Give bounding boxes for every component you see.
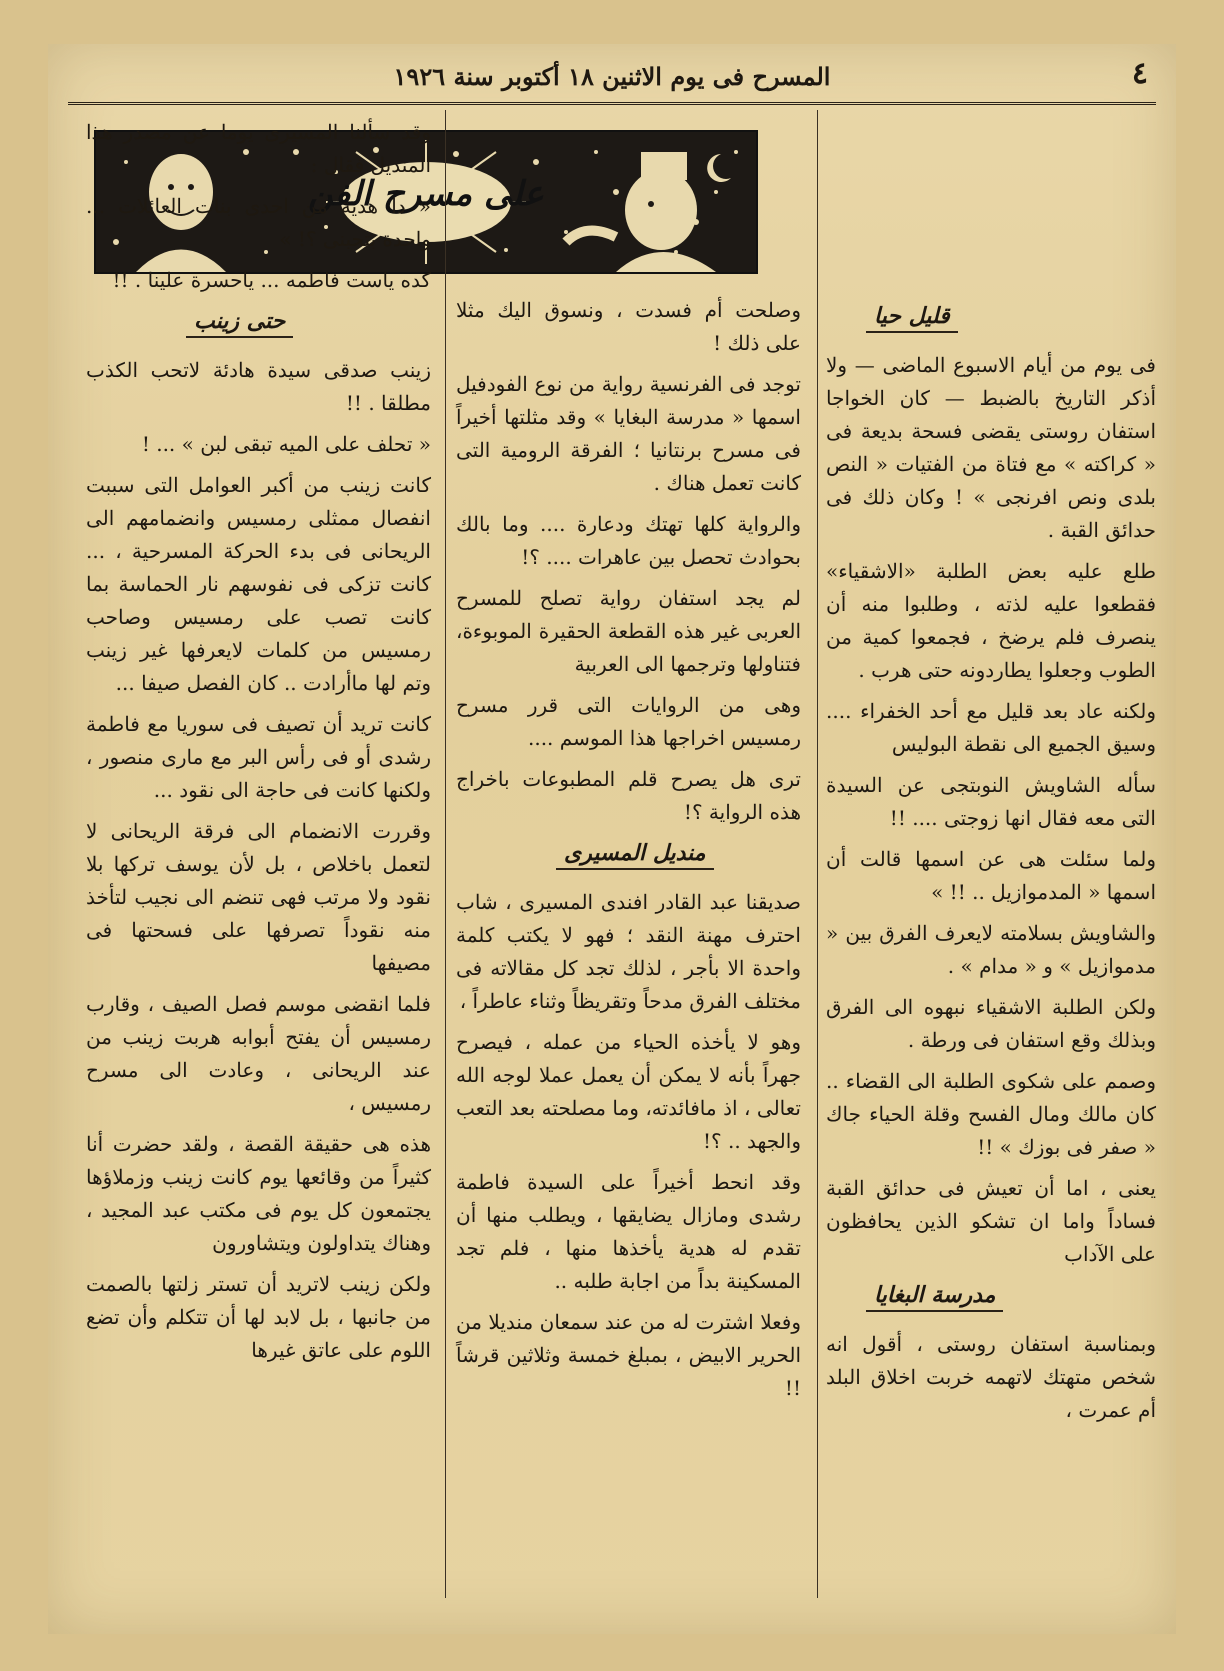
paragraph: وفعلا اشترت له من عند سمعان منديلا من الحرير الابيض ، بمبلغ خمسة وثلاثين قرشاً !! xyxy=(456,1310,801,1400)
paragraph: وقررت الانضمام الى فرقة الريحانى لا لتعمل باخلاص ، بل لأن يوسف تركها بلا نقود ولا مرتب فهى تنضم الى نجيب لتأخذ منه نقوداً تصرفها على فسحتها فى مصيفها xyxy=(86,819,431,975)
paragraph: « دا هدية من احدى بنات العائلات ... واحدة بتحبنى ؟! » xyxy=(86,194,431,251)
paragraph: كده ياست فاطمه ... ياحسرة علينا . !! xyxy=(112,268,431,292)
paragraph: ولما سئلت هى عن اسمها قالت أن اسمها « المدموازيل .. !! » xyxy=(826,847,1156,904)
paragraph: سأله الشاويش النوبتجى عن السيدة التى معه فقال انها زوجتى .... !! xyxy=(826,773,1156,830)
column-divider xyxy=(445,110,446,1598)
paragraph: زينب صدقى سيدة هادئة لاتحب الكذب مطلقا . !! xyxy=(86,358,431,415)
paragraph: طلع عليه بعض الطلبة «الاشقياء» فقطعوا عليه لذته ، وطلبوا منه أن ينصرف فلم يرضخ ، فجمعوا كمية من الطوب وجعلوا يطاردونه حتى هرب . xyxy=(826,559,1156,682)
paragraph: وصمم على شكوى الطلبة الى القضاء .. كان مالك ومال الفسح وقلة الحياء جاك « صفر فى بوزك » !! xyxy=(826,1069,1156,1159)
section-heading: قليل حيا xyxy=(866,300,1156,333)
newspaper-page xyxy=(48,44,1176,1634)
paragraph: يعنى ، اما أن تعيش فى حدائق القبة فساداً واما ان تشكو الذين يحافظون على الآداب xyxy=(826,1176,1156,1266)
banner-title: على مسرح الفن xyxy=(308,174,544,214)
section-heading: حتى زينب xyxy=(186,305,431,338)
paragraph: ولكنه عاد بعد قليل مع أحد الخفراء .... وسيق الجميع الى نقطة البوليس xyxy=(826,699,1156,756)
paragraph: فلما انقضى موسم فصل الصيف ، وقارب رمسيس أن يفتح أبوابه هربت زينب من عند الريحانى ، وعادت الى مسرح رمسيس ، xyxy=(86,992,431,1115)
paragraph: « تحلف على الميه تبقى لبن » ... ! xyxy=(141,432,431,456)
paragraph: كانت زينب من أكبر العوامل التى سببت انفصال ممثلى رمسيس وانضمامهم الى الريحانى فى بدء الحركة المسرحية ، ... كانت تزكى فى نفوسهم نار الحماسة بما كانت تصب على رمسيس وصاحب رمسيس من كلمات لايعرفها غير زينب وتم لها ماأرادت .. كان الفصل صيفا ... xyxy=(86,473,431,695)
paragraph: وقد انحط أخيراً على السيدة فاطمة رشدى ومازال يضايقها ، ويطلب منها أن تقدم له هدية يأخذها منها ، فلم تجد المسكينة بداً من اجابة طلبه .. xyxy=(456,1170,801,1293)
paragraph: وهو لا يأخذه الحياء من عمله ، فيصرح جهراً بأنه لا يمكن أن يعمل عملا لوجه الله تعالى ، اذ مافائدته، وما مصلحته بعد التعب والجهد .. ؟! xyxy=(456,1030,801,1153)
header-title: المسرح فى يوم الاثنين ١٨ أكتوبر سنة ١٩٢٦ xyxy=(393,62,831,91)
left-column xyxy=(86,116,431,1375)
paragraph: والشاويش بسلامته لايعرف الفرق بين « مدموازيل » و « مدام » . xyxy=(826,921,1156,978)
page-header xyxy=(68,52,1156,105)
page-number: ٤ xyxy=(1131,56,1148,91)
middle-column xyxy=(456,294,801,1413)
paragraph: وصلحت أم فسدت ، ونسوق اليك مثلا على ذلك ! xyxy=(456,298,801,355)
section-heading: منديل المسيرى xyxy=(556,837,801,870)
paragraph: ولكن زينب لاتريد أن تستر زلتها بالصمت من جانبها ، بل لابد لها أن تتكلم وأن تضع اللوم على عاتق غيرها xyxy=(86,1272,431,1362)
paragraph: وبمناسبة استفان روستى ، أقول انه شخص متهتك لاتهمه خربت اخلاق البلد أم عمرت ، xyxy=(826,1332,1156,1422)
paragraph: صديقنا عبد القادر افندى المسيرى ، شاب احترف مهنة النقد ؛ فهو لا يكتب كلمة واحدة الا بأجر ، لذلك تجد كل مقالاته فى مختلف الفرق مدحاً وتقريظاً وثناء عاطراً ، xyxy=(456,890,801,1013)
paragraph: وقد سألنا المسيرى يوما عن مصدر هذا المنديل فقال : xyxy=(86,120,431,177)
paragraph: توجد فى الفرنسية رواية من نوع الفودفيل اسمها « مدرسة البغايا » وقد مثلتها أخيراً فى مسرح برنتانيا ؛ الفرقة الرومية التى كانت تعمل هناك . xyxy=(456,372,801,495)
section-heading: مدرسة البغايا xyxy=(866,1279,1156,1312)
paragraph: فى يوم من أيام الاسبوع الماضى — ولا أذكر التاريخ بالضبط — كان الخواجا استفان روستى يقضى فسحة بديعة فى « كراكته » مع فتاة من الفتيات « النص بلدى ونص افرنجى » ! وكان ذلك فى حدائق القبة . xyxy=(826,353,1156,542)
paragraph: ترى هل يصرح قلم المطبوعات باخراج هذه الرواية ؟! xyxy=(456,767,801,824)
paragraph: وهى من الروايات التى قرر مسرح رمسيس اخراجها هذا الموسم .... xyxy=(456,693,801,750)
paragraph: كانت تريد أن تصيف فى سوريا مع فاطمة رشدى أو فى رأس البر مع مارى منصور ، ولكنها كانت فى حاجة الى نقود ... xyxy=(86,712,431,802)
paragraph: ولكن الطلبة الاشقياء نبهوه الى الفرق وبذلك وقع استفان فى ورطة . xyxy=(826,995,1156,1052)
paragraph: لم يجد استفان رواية تصلح للمسرح العربى غير هذه القطعة الحقيرة الموبوءة، فتناولها وترجمها الى العربية xyxy=(456,586,801,676)
paragraph: والرواية كلها تهتك ودعارة .... وما بالك بحوادث تحصل بين عاهرات .... ؟! xyxy=(456,512,801,569)
paragraph: هذه هى حقيقة القصة ، ولقد حضرت أنا كثيراً من وقائعها يوم كانت زينب وزملاؤها يجتمعون كل يوم فى مكتب عبد المجيد ، وهناك يتداولون ويتشاورون xyxy=(86,1132,431,1255)
column-divider xyxy=(817,110,818,1598)
right-column xyxy=(826,294,1156,1435)
